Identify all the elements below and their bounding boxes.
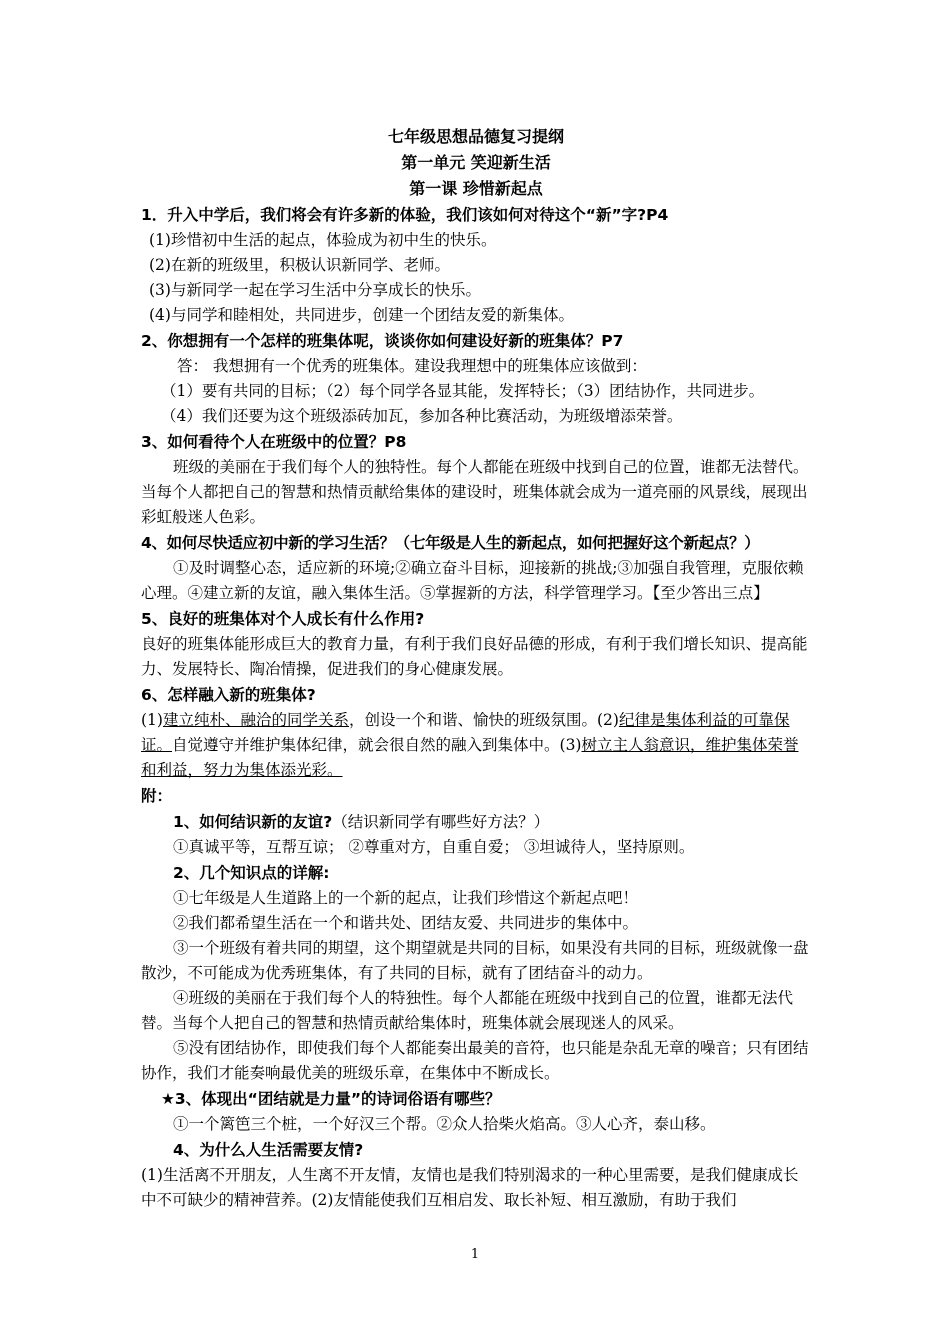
appendix-3-text: ①一个篱笆三个桩，一个好汉三个帮。②众人拾柴火焰高。③人心齐，泰山移。 [173, 1115, 716, 1133]
q2-line-3: （4）我们还要为这个班级添砖加瓦，参加各种比赛活动，为班级增添荣誉。 [161, 407, 683, 425]
q6-part-3: 自觉遵守并维护集体纪律，就会很自然的融入到集体中。(3) [172, 736, 582, 754]
appendix-2-item-4: ④班级的美丽在于我们每个人的特独性。每个人都能在班级中找到自己的位置，谁都无法代替。当每个人把自己的智慧和热情贡献给集体时，班集体就会展现迷人的风采。 [141, 989, 794, 1032]
appendix-label: 附： [141, 787, 173, 805]
appendix-2-heading: 2、几个知识点的详解: [173, 864, 330, 882]
q2-line-2: （1）要有共同的目标；（2）每个同学各显其能，发挥特长；（3）团结协作，共同进步。 [161, 382, 765, 400]
appendix-1-heading [141, 809, 811, 835]
q6-part-1: (1) [141, 711, 163, 729]
q5-text: 良好的班集体能形成巨大的教育力量，有利于我们良好品德的形成，有利于我们增长知识、提高能力、发展特长、陶冶情操，促进我们的身心健康发展。 [141, 635, 808, 678]
q6-underlined-3: 树立主人翁意识，维护集体荣誉和利益，努力为集体添光彩。 [141, 736, 799, 779]
q1-item-2: (2)在新的班级里，积极认识新同学、老师。 [149, 256, 450, 274]
question-5-heading: 5、良好的班集体对个人成长有什么作用? [141, 610, 425, 628]
q6-part-2: ，创设一个和谐、愉快的班级氛围。(2) [348, 711, 619, 729]
q6-underlined-1: 建立纯朴、融洽的同学关系 [162, 711, 349, 729]
appendix-2-item-1: ①七年级是人生道路上的一个新的起点，让我们珍惜这个新起点吧！ [173, 889, 639, 907]
appendix-2-item-3: ③一个班级有着共同的期望，这个期望就是共同的目标，如果没有共同的目标，班级就像一盘散沙，不可能成为优秀班集体，有了共同的目标，就有了团结奋斗的动力。 [141, 939, 809, 982]
appendix-3-heading: ★3、体现出“团结就是力量”的诗词俗语有哪些？ [161, 1090, 501, 1108]
appendix-1-text: ①真诚平等，互帮互谅； ②尊重对方，自重自爱； ③坦诚待人，坚持原则。 [173, 838, 695, 856]
appendix-2-item-5: ⑤没有团结协作，即使我们每个人都能奏出最美的音符，也只能是杂乱无章的噪音；只有团结协作，我们才能奏响最优美的班级乐章，在集体中不断成长。 [141, 1039, 809, 1082]
question-2-heading: 2、你想拥有一个怎样的班集体呢，谈谈你如何建设好新的班集体？P7 [141, 332, 624, 350]
question-3-heading: 3、如何看待个人在班级中的位置？P8 [141, 433, 407, 451]
q3-text: 班级的美丽在于我们每个人的独特性。每个人都能在班级中找到自己的位置，谁都无法替代。当每个人都把自己的智慧和热情贡献给集体的建设时，班集体就会成为一道亮丽的风景线，展现出彩虹般迷人色彩。 [141, 458, 809, 526]
document-title: 七年级思想品德复习提纲 [387, 127, 564, 146]
question-1-heading: 1．升入中学后，我们将会有许多新的体验，我们该如何对待这个“新”字?P4 [141, 206, 669, 224]
appendix-1-heading-text: 1、如何结识新的友谊? [173, 813, 333, 831]
q1-item-3: (3)与新同学一起在学习生活中分享成长的快乐。 [149, 281, 481, 299]
appendix-1-note: （结识新同学有哪些好方法？） [332, 813, 550, 831]
q2-answer: 答： 我想拥有一个优秀的班集体。建设我理想中的班集体应该做到： [177, 357, 647, 375]
q1-item-1: (1)珍惜初中生活的起点，体验成为初中生的快乐。 [149, 231, 497, 249]
appendix-4-heading: 4、为什么人生活需要友情? [173, 1141, 364, 1159]
question-6-heading: 6、怎样融入新的班集体? [141, 686, 316, 704]
lesson-title: 第一课 珍惜新起点 [409, 179, 543, 198]
appendix-4-text: (1)生活离不开朋友，人生离不开友情，友情也是我们特别渴求的一种心里需要，是我们健康成长中不可缺少的精神营养。(2)友情能使我们互相启发、取长补短、相互激励，有助于我们 [141, 1166, 799, 1209]
page-number: 1 [470, 1247, 480, 1262]
q1-item-4: (4)与同学和睦相处，共同进步，创建一个团结友爱的新集体。 [149, 306, 574, 324]
question-4-heading: 4、如何尽快适应初中新的学习生活？（七年级是人生的新起点，如何把握好这个新起点？） [141, 534, 760, 552]
unit-title: 第一单元 笑迎新生活 [401, 153, 551, 172]
q6-text [141, 708, 811, 783]
q4-text: ①及时调整心态，适应新的环境;②确立奋斗目标，迎接新的挑战;③加强自我管理，克服依赖心理。④建立新的友谊，融入集体生活。⑤掌握新的方法，科学管理学习。【至少答出三点】 [141, 559, 804, 602]
q6-underlined-2: 纪律是集体利益的可靠保证。 [141, 711, 790, 754]
document-body [141, 124, 811, 1213]
appendix-2-item-2: ②我们都希望生活在一个和谐共处、团结友爱、共同进步的集体中。 [173, 914, 639, 932]
